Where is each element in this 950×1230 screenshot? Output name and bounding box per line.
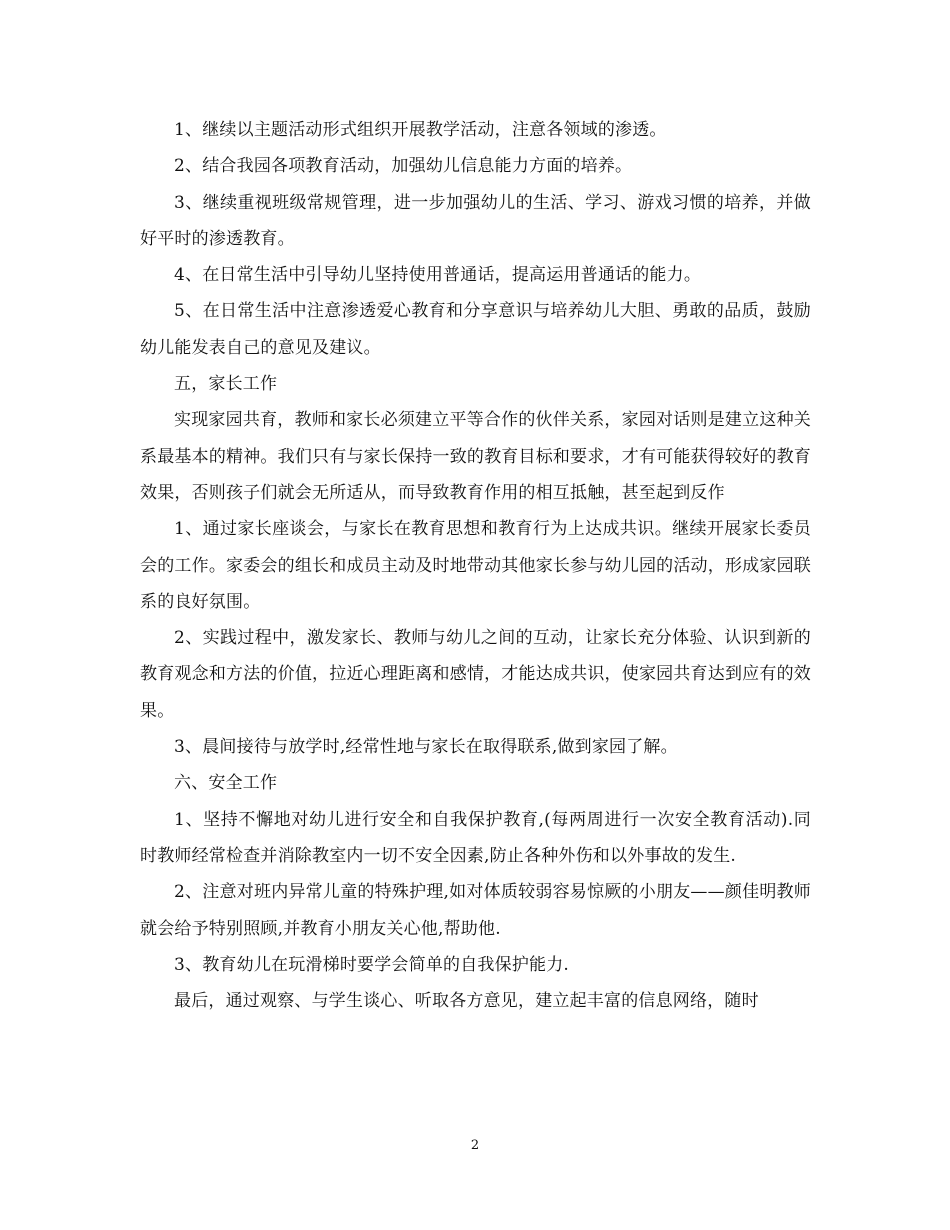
paragraph-item-5: 5、在日常生活中注意渗透爱心教育和分享意识与培养幼儿大胆、勇敢的品质，鼓励幼儿能发表自己的意见及建议。 <box>140 301 811 358</box>
closing-paragraph: 最后，通过观察、与学生谈心、听取各方意见，建立起丰富的信息网络，随时 <box>174 991 759 1012</box>
parent-work-item-1: 1、通过家长座谈会，与家长在教育思想和教育行为上达成共识。继续开展家长委员会的工作。家委会的组长和成员主动及时地带动其他家长参与幼儿园的活动，形成家园联系的良好氛围。 <box>140 519 811 612</box>
safety-work-item-3: 3、教育幼儿在玩滑梯时要学会简单的自我保护能力. <box>174 954 570 975</box>
paragraph-item-1: 1、继续以主题活动形式组织开展教学活动，注意各领域的渗透。 <box>174 120 667 140</box>
paragraph-item-2: 2、结合我园各项教育活动，加强幼儿信息能力方面的培养。 <box>174 156 633 177</box>
section-heading-safety-work: 六、安全工作 <box>174 773 278 794</box>
paragraph-item-4: 4、在日常生活中引导幼儿坚持使用普通话，提高运用普通话的能力。 <box>174 265 702 286</box>
parent-work-item-2: 2、实践过程中，激发家长、教师与幼儿之间的互动，让家长充分体验、认识到新的教育观念和方法的价值，拉近心理距离和感情，才能达成共识，使家园共育达到应有的效果。 <box>140 628 811 721</box>
safety-work-item-2: 2、注意对班内异常儿童的特殊护理,如对体质较弱容易惊厥的小朋友——颜佳明教师就会给予特别照顾,并教育小朋友关心他,帮助他. <box>140 882 811 939</box>
safety-work-item-1: 1、坚持不懈地对幼儿进行安全和自我保护教育,(每两周进行一次安全教育活动).同时教师经常检查并消除教室内一切不安全因素,防止各种外伤和以外事故的发生. <box>140 809 811 866</box>
document-body <box>140 112 811 1019</box>
paragraph-item-3: 3、继续重视班级常规管理，进一步加强幼儿的生活、学习、游戏习惯的培养，并做好平时的渗透教育。 <box>140 192 811 249</box>
parent-work-intro: 实现家园共育，教师和家长必须建立平等合作的伙伴关系，家园对话则是建立这种关系最基本的精神。我们只有与家长保持一致的教育目标和要求，才有可能获得较好的教育效果，否则孩子们就会无所适从，而导致教育作用的相互抵触，甚至起到反作 <box>140 410 811 503</box>
page-number: 2 <box>470 1138 480 1153</box>
section-heading-parent-work: 五，家长工作 <box>174 374 278 395</box>
parent-work-item-3: 3、晨间接待与放学时,经常性地与家长在取得联系,做到家园了解。 <box>174 737 678 758</box>
